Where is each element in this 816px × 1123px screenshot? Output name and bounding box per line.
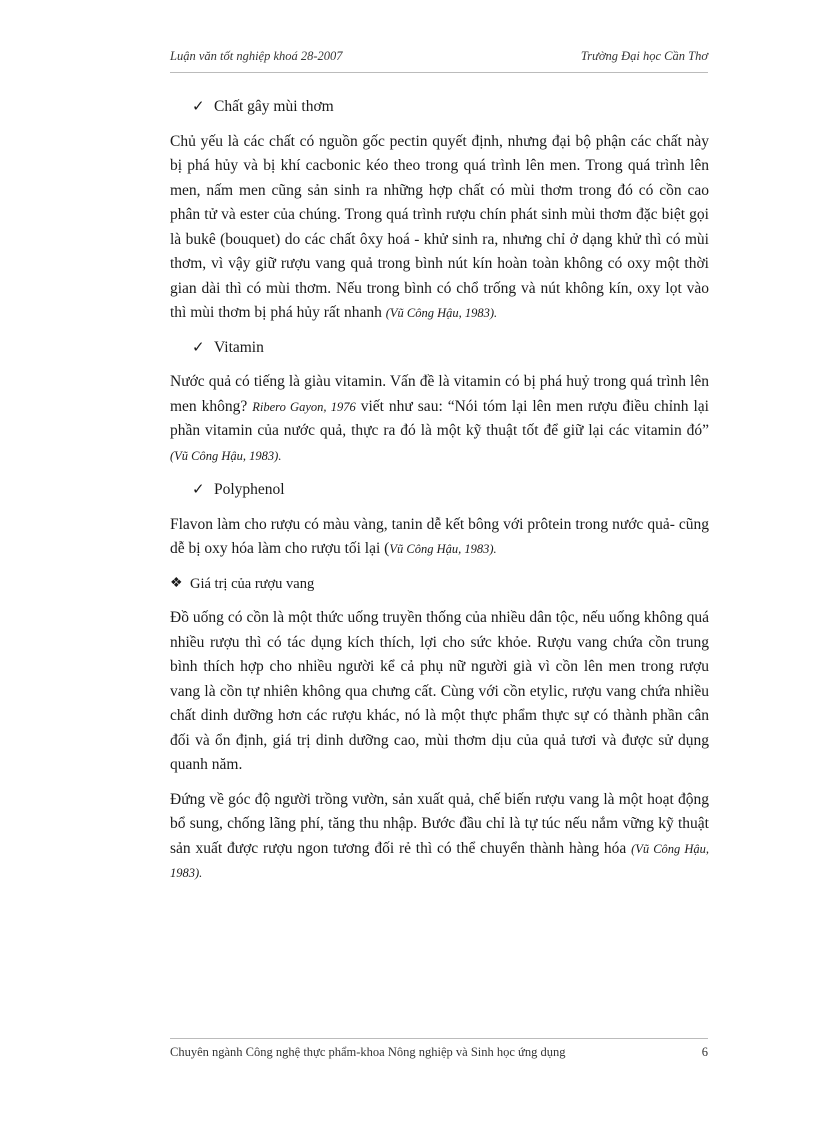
citation: (Vũ Công Hậu, 1983). <box>170 448 282 463</box>
page-header <box>170 49 708 67</box>
paragraph-vitamin-text-2: viết như sau: “Nói tóm lại lên men rượu điều chỉnh lại phần vitamin của nước quả, thực ra đó là một kỹ thuật tốt để giữ lại các vitamin đó” <box>170 397 709 439</box>
heading-wine-value <box>170 572 709 597</box>
heading-aroma <box>192 95 709 120</box>
citation: (Vũ Công Hậu, 1983). <box>170 841 709 880</box>
citation: Vũ Công Hậu, 1983). <box>389 542 497 556</box>
header-university: Trường Đại học Cần Thơ <box>580 49 708 63</box>
checkmark-icon: ✓ <box>192 482 205 498</box>
checkmark-icon: ✓ <box>192 99 205 115</box>
heading-aroma-label: Chất gây mùi thơm <box>214 98 334 115</box>
paragraph-polyphenol <box>170 513 709 562</box>
page-number: 6 <box>701 1045 708 1059</box>
citation: (Vũ Công Hậu, 1983). <box>385 306 498 320</box>
paragraph-aroma-text: Chủ yếu là các chất có nguồn gốc pectin quyết định, nhưng đại bộ phận các chất này bị phá hủy và bị khí cacbonic kéo theo trong quá trình lên men. Trong quá trình lên men, nấm men cũng sản sinh ra những hợp chất có mùi thơm trong đó có cồn cao phân tử và ester của chúng. Trong quá trình rượu chín phát sinh mùi thơm đặc biệt gọi là bukê (bouquet) do các chất ôxy hoá - khử sinh ra, nhưng chỉ ở dạng khử thì có mùi thơm, vì vậy giữ rượu vang quả trong bình nút kín hoàn toàn không có oxy một thời gian dài thì có mùi thơm. Nếu trong bình có chổ trống và nút không kín, oxy lọt vào thì mùi thơm bị phá hủy rất nhanh <box>170 132 709 321</box>
checkmark-icon: ✓ <box>192 339 205 356</box>
footer-divider <box>170 1038 708 1039</box>
paragraph-vitamin <box>170 370 709 468</box>
paragraph-wine-value-2 <box>170 788 709 886</box>
heading-polyphenol <box>192 478 709 503</box>
header-divider <box>170 72 708 73</box>
header-thesis-title: Luận văn tốt nghiệp khoá 28-2007 <box>170 49 343 63</box>
paragraph-polyphenol-text: Flavon làm cho rượu có màu vàng, tanin dễ kết bông với prôtein trong nước quả- cũng dễ bị oxy hóa làm cho rượu tối lại ( <box>170 515 709 557</box>
paragraph-aroma <box>170 130 709 326</box>
paragraph-wine-value-2-text: Đứng về góc độ người trồng vườn, sản xuất quả, chế biến rượu vang là một hoạt động bổ sung, chống lãng phí, tăng thu nhập. Bước đầu chỉ là tự túc nếu nắm vững kỹ thuật sản xuất được rượu ngon tương đối rẻ thì có thể chuyển thành hàng hóa <box>170 790 709 857</box>
heading-vitamin <box>192 336 709 361</box>
page-body <box>170 95 709 896</box>
paragraph-vitamin-text-1: Nước quả có tiếng là giàu vitamin. Vấn đề là vitamin có bị phá huỷ trong quá trình lên men không? <box>170 373 709 415</box>
paragraph-wine-value-1: Đồ uống có cồn là một thức uống truyền thống của nhiều dân tộc, nếu uống không quá nhiều rượu thì có tác dụng kích thích, lợi cho sức khỏe. Rượu vang chứa cồn trung bình thích hợp cho nhiều người kể cả phụ nữ người già vì cồn lên men trong rượu vang là cồn tự nhiên không qua chưng cất. Cùng với cồn etylic, rượu vang chứa nhiều chất dinh dưỡng hơn các rượu khác, nó là một thực phẩm thực sự có thành phần cân đối và ổn định, giá trị dinh dưỡng cao, mùi thơm dịu của quả tươi và được sử dụng quanh năm. <box>170 609 709 773</box>
heading-wine-value-label: Giá trị của rượu vang <box>190 575 315 592</box>
diamond-bullet-icon: ❖ <box>170 575 183 591</box>
heading-vitamin-label: Vitamin <box>214 338 264 356</box>
heading-polyphenol-label: Polyphenol <box>214 481 285 498</box>
footer-department: Chuyên ngành Công nghệ thực phẩm-khoa Nông nghiệp và Sinh học ứng dụng <box>170 1045 566 1059</box>
inline-citation: Ribero Gayon, 1976 <box>252 399 356 414</box>
